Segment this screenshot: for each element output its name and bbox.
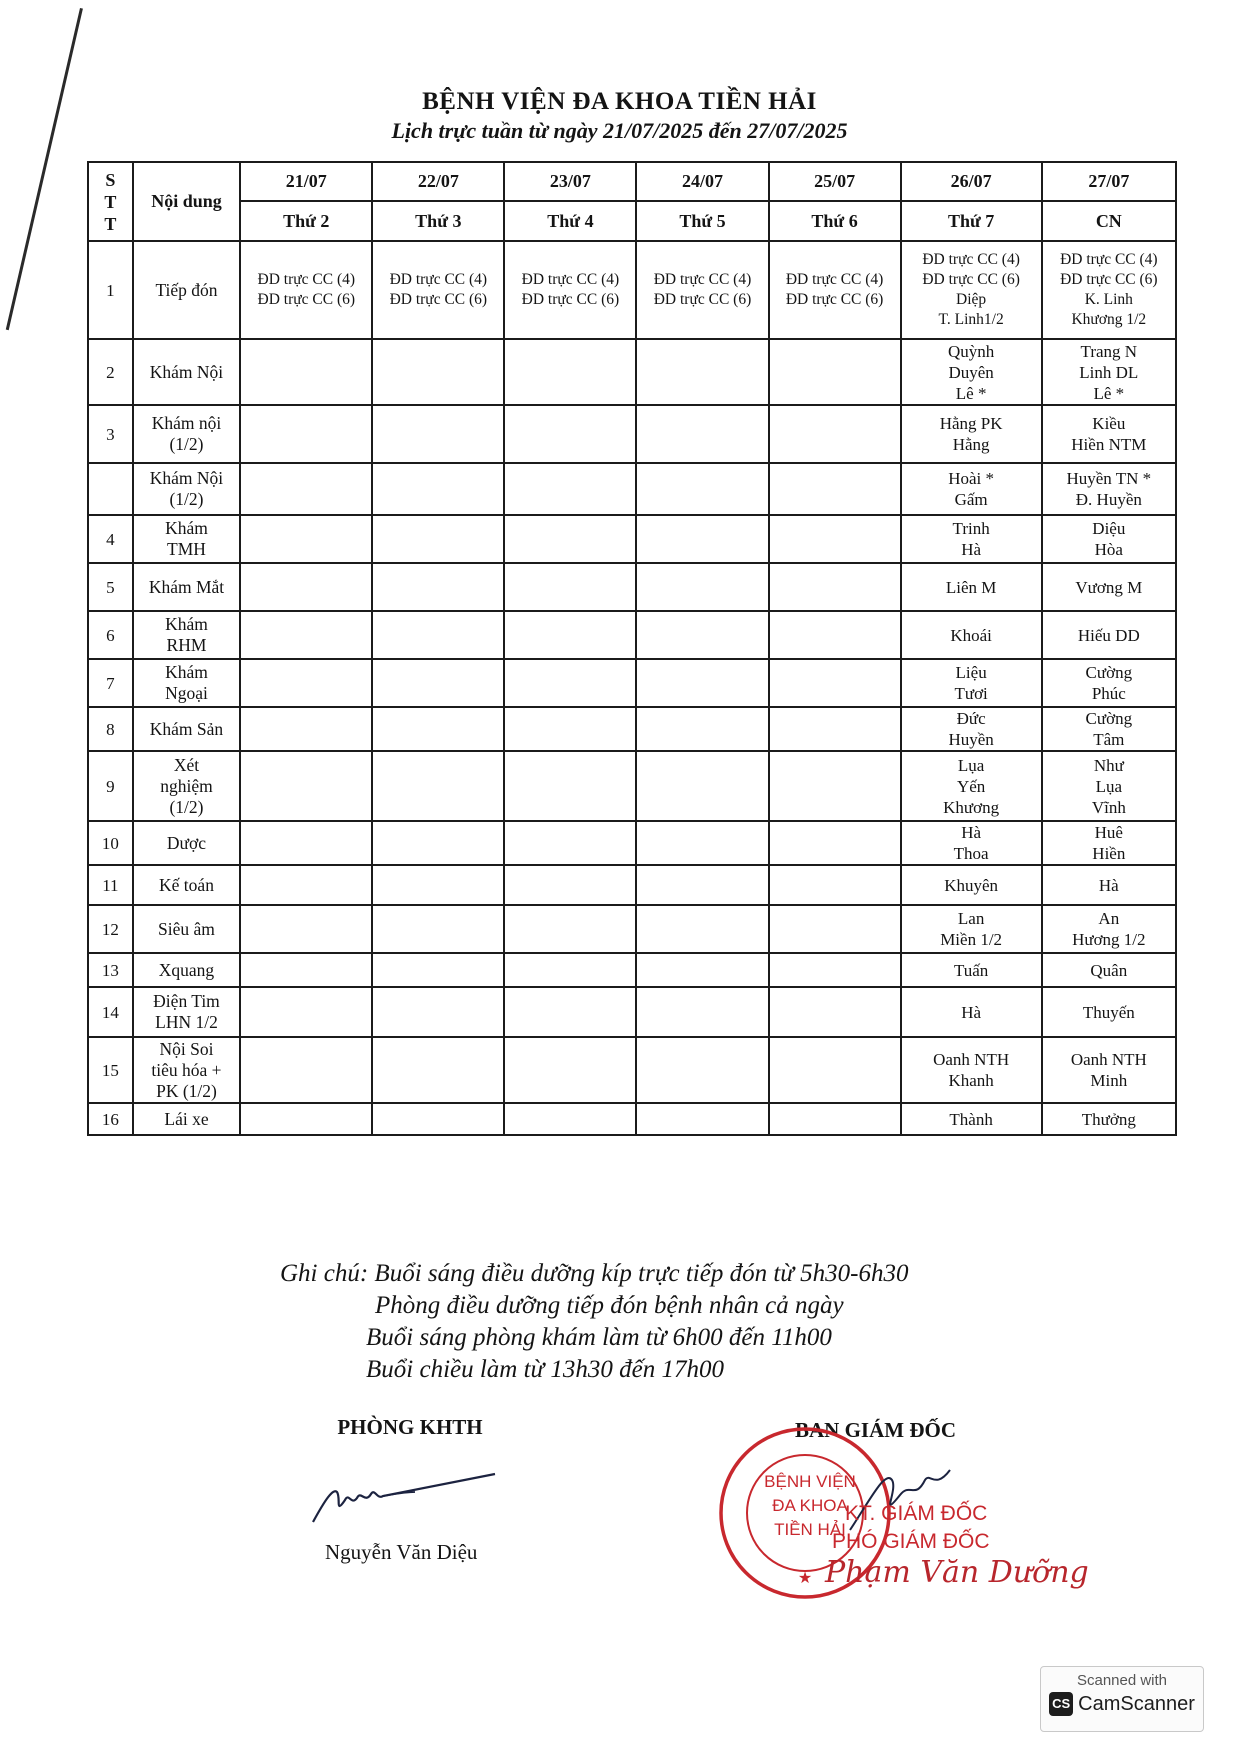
row-stt: 10 xyxy=(88,821,133,865)
deputy-director-label: PHÓ GIÁM ĐỐC xyxy=(832,1530,990,1553)
schedule-cell: Khoái xyxy=(901,611,1042,659)
schedule-cell xyxy=(636,563,768,611)
schedule-cell xyxy=(240,953,372,987)
schedule-cell xyxy=(636,905,768,953)
schedule-cell xyxy=(504,865,636,905)
schedule-cell xyxy=(240,405,372,463)
schedule-cell xyxy=(372,953,504,987)
table-row xyxy=(88,865,1176,905)
schedule-cell: Quân xyxy=(1042,953,1176,987)
header-date: 25/07 xyxy=(769,162,901,201)
table-row xyxy=(88,707,1176,751)
row-stt: 11 xyxy=(88,865,133,905)
note-line: Buổi sáng phòng khám làm từ 6h00 đến 11h00 xyxy=(366,1324,832,1351)
schedule-cell xyxy=(769,611,901,659)
schedule-cell xyxy=(769,405,901,463)
row-stt: 3 xyxy=(88,405,133,463)
row-content: Xquang xyxy=(133,953,240,987)
header-date: 23/07 xyxy=(504,162,636,201)
schedule-cell: Hằng PK Hằng xyxy=(901,405,1042,463)
schedule-cell xyxy=(636,463,768,515)
schedule-cell: Hà xyxy=(1042,865,1176,905)
schedule-cell xyxy=(636,751,768,821)
table-row xyxy=(88,1037,1176,1103)
header-stt: S T T xyxy=(88,162,133,241)
schedule-cell: Thuyến xyxy=(1042,987,1176,1037)
row-stt: 9 xyxy=(88,751,133,821)
schedule-cell xyxy=(372,905,504,953)
table-row xyxy=(88,463,1176,515)
schedule-cell xyxy=(504,611,636,659)
note-line: Buổi chiều làm từ 13h30 đến 17h00 xyxy=(366,1356,725,1383)
schedule-cell: Liên M xyxy=(901,563,1042,611)
row-content: Khám TMH xyxy=(133,515,240,563)
schedule-cell xyxy=(372,865,504,905)
header-row-dates xyxy=(88,162,1176,201)
schedule-cell: ĐD trực CC (4) ĐD trực CC (6) xyxy=(636,241,768,339)
schedule-cell xyxy=(240,1103,372,1135)
schedule-cell xyxy=(769,987,901,1037)
scan-edge-line xyxy=(6,8,83,330)
schedule-cell xyxy=(504,405,636,463)
kt-director-label: KT. GIÁM ĐỐC xyxy=(845,1502,988,1525)
row-content: Xét nghiệm (1/2) xyxy=(133,751,240,821)
row-stt: 1 xyxy=(88,241,133,339)
table-row xyxy=(88,515,1176,563)
schedule-cell xyxy=(372,707,504,751)
camscanner-badge xyxy=(1040,1666,1204,1732)
header-weekday: Thứ 6 xyxy=(769,201,901,241)
header-content: Nội dung xyxy=(133,162,240,241)
schedule-cell xyxy=(769,339,901,405)
schedule-cell xyxy=(240,563,372,611)
schedule-cell: Thưởng xyxy=(1042,1103,1176,1135)
schedule-cell xyxy=(636,405,768,463)
row-content: Điện Tim LHN 1/2 xyxy=(133,987,240,1037)
schedule-cell xyxy=(240,659,372,707)
schedule-cell: Đức Huyền xyxy=(901,707,1042,751)
schedule-cell: Vương M xyxy=(1042,563,1176,611)
schedule-cell xyxy=(769,865,901,905)
schedule-cell xyxy=(372,659,504,707)
table-row xyxy=(88,953,1176,987)
header-weekday: Thứ 4 xyxy=(504,201,636,241)
schedule-cell xyxy=(504,707,636,751)
schedule-cell: Thành xyxy=(901,1103,1042,1135)
header-weekday: Thứ 5 xyxy=(636,201,768,241)
schedule-cell xyxy=(636,1103,768,1135)
schedule-cell: ĐD trực CC (4) ĐD trực CC (6) xyxy=(240,241,372,339)
header-date: 27/07 xyxy=(1042,162,1176,201)
row-content: Tiếp đón xyxy=(133,241,240,339)
header-date: 26/07 xyxy=(901,162,1042,201)
board-title: BAN GIÁM ĐỐC xyxy=(795,1418,956,1442)
note-line: Phòng điều dưỡng tiếp đón bệnh nhân cả ngày xyxy=(375,1292,844,1319)
table-row xyxy=(88,659,1176,707)
schedule-cell xyxy=(636,1037,768,1103)
schedule-cell xyxy=(372,515,504,563)
schedule-cell xyxy=(636,987,768,1037)
schedule-cell xyxy=(769,1037,901,1103)
schedule-cell xyxy=(240,339,372,405)
row-stt: 5 xyxy=(88,563,133,611)
table-row xyxy=(88,751,1176,821)
schedule-cell xyxy=(240,611,372,659)
schedule-cell xyxy=(769,751,901,821)
header-date: 22/07 xyxy=(372,162,504,201)
table-row xyxy=(88,1103,1176,1135)
schedule-cell xyxy=(636,659,768,707)
note-line: Ghi chú: Buổi sáng điều dưỡng kíp trực tiếp đón từ 5h30-6h30 xyxy=(280,1260,909,1287)
row-stt: 2 xyxy=(88,339,133,405)
schedule-cell xyxy=(636,821,768,865)
row-content: Khám Nội xyxy=(133,339,240,405)
row-content: Dược xyxy=(133,821,240,865)
row-content: Khám Nội (1/2) xyxy=(133,463,240,515)
row-content: Khám Sản xyxy=(133,707,240,751)
schedule-cell: ĐD trực CC (4) ĐD trực CC (6) xyxy=(769,241,901,339)
table-row xyxy=(88,987,1176,1037)
schedule-cell xyxy=(372,563,504,611)
schedule-cell xyxy=(372,821,504,865)
schedule-cell xyxy=(769,463,901,515)
schedule-cell xyxy=(636,515,768,563)
schedule-cell xyxy=(372,405,504,463)
schedule-cell: An Hương 1/2 xyxy=(1042,905,1176,953)
schedule-cell: Trang N Linh DL Lê * xyxy=(1042,339,1176,405)
schedule-cell xyxy=(504,659,636,707)
schedule-cell xyxy=(372,339,504,405)
scanned-with-label: Scanned with xyxy=(1076,1672,1168,1689)
header-date: 24/07 xyxy=(636,162,768,201)
schedule-cell: Trinh Hà xyxy=(901,515,1042,563)
schedule-cell: Cường Tâm xyxy=(1042,707,1176,751)
schedule-cell: Oanh NTH Khanh xyxy=(901,1037,1042,1103)
schedule-cell: Huê Hiền xyxy=(1042,821,1176,865)
signer-name-left: Nguyễn Văn Diệu xyxy=(325,1540,478,1564)
schedule-cell xyxy=(240,515,372,563)
table-row xyxy=(88,905,1176,953)
schedule-cell: Như Lụa Vĩnh xyxy=(1042,751,1176,821)
svg-text:★: ★ xyxy=(797,1570,813,1587)
schedule-cell xyxy=(372,1037,504,1103)
camscanner-brand xyxy=(1041,1692,1203,1716)
schedule-cell xyxy=(769,821,901,865)
row-stt: 12 xyxy=(88,905,133,953)
table-row xyxy=(88,241,1176,339)
table-row xyxy=(88,339,1176,405)
schedule-cell: Lan Miền 1/2 xyxy=(901,905,1042,953)
camscanner-logo-icon: CS xyxy=(1049,1692,1073,1716)
schedule-cell: ĐD trực CC (4) ĐD trực CC (6) Diệp T. Linh1/2 xyxy=(901,241,1042,339)
schedule-cell xyxy=(504,463,636,515)
schedule-cell xyxy=(240,987,372,1037)
schedule-cell: Kiều Hiền NTM xyxy=(1042,405,1176,463)
schedule-cell xyxy=(372,751,504,821)
table-row xyxy=(88,821,1176,865)
row-stt: 13 xyxy=(88,953,133,987)
row-content: Lái xe xyxy=(133,1103,240,1135)
schedule-cell xyxy=(769,953,901,987)
row-stt: 4 xyxy=(88,515,133,563)
row-stt: 8 xyxy=(88,707,133,751)
table-row xyxy=(88,405,1176,463)
left-signature-block xyxy=(300,1415,520,1440)
header-weekday: Thứ 3 xyxy=(372,201,504,241)
schedule-cell: Khuyên xyxy=(901,865,1042,905)
schedule-cell xyxy=(504,821,636,865)
schedule-cell xyxy=(240,463,372,515)
camscanner-name: CamScanner xyxy=(1078,1692,1195,1715)
row-content: Khám nội (1/2) xyxy=(133,405,240,463)
schedule-cell xyxy=(504,1103,636,1135)
row-content: Khám Ngoại xyxy=(133,659,240,707)
schedule-cell xyxy=(240,751,372,821)
schedule-cell xyxy=(636,953,768,987)
row-content: Khám Mắt xyxy=(133,563,240,611)
schedule-cell: Hà Thoa xyxy=(901,821,1042,865)
schedule-cell xyxy=(240,707,372,751)
row-stt: 6 xyxy=(88,611,133,659)
row-content: Nội Soi tiêu hóa + PK (1/2) xyxy=(133,1037,240,1103)
schedule-cell: ĐD trực CC (4) ĐD trực CC (6) xyxy=(504,241,636,339)
schedule-cell: ĐD trực CC (4) ĐD trực CC (6) xyxy=(372,241,504,339)
schedule-cell: Hiếu DD xyxy=(1042,611,1176,659)
header-row-weekdays xyxy=(88,201,1176,241)
duty-schedule-table xyxy=(87,161,1177,1136)
header-weekday: Thứ 2 xyxy=(240,201,372,241)
schedule-cell xyxy=(504,1037,636,1103)
schedule-cell: Lụa Yến Khương xyxy=(901,751,1042,821)
row-stt: 15 xyxy=(88,1037,133,1103)
schedule-cell xyxy=(636,339,768,405)
schedule-cell: Hoài * Gấm xyxy=(901,463,1042,515)
header-date: 21/07 xyxy=(240,162,372,201)
table-row xyxy=(88,563,1176,611)
schedule-cell xyxy=(769,1103,901,1135)
row-stt: 16 xyxy=(88,1103,133,1135)
schedule-cell xyxy=(504,953,636,987)
handwritten-signature-left xyxy=(305,1470,505,1530)
department-title: PHÒNG KHTH xyxy=(337,1415,483,1439)
schedule-cell xyxy=(372,463,504,515)
schedule-cell: Huyền TN * Đ. Huyền xyxy=(1042,463,1176,515)
schedule-cell xyxy=(504,905,636,953)
schedule-cell: Quỳnh Duyên Lê * xyxy=(901,339,1042,405)
header-weekday: CN xyxy=(1042,201,1176,241)
schedule-cell xyxy=(636,865,768,905)
row-content: Kế toán xyxy=(133,865,240,905)
schedule-cell xyxy=(769,905,901,953)
schedule-subtitle: Lịch trực tuần từ ngày 21/07/2025 đến 27/07/2025 xyxy=(391,118,848,143)
stamp-line: TIỀN HẢI xyxy=(774,1520,846,1539)
schedule-cell xyxy=(240,821,372,865)
notes-block xyxy=(280,1258,908,1386)
schedule-cell xyxy=(769,515,901,563)
schedule-cell xyxy=(372,611,504,659)
table-body xyxy=(88,241,1176,1135)
schedule-cell xyxy=(372,987,504,1037)
row-content: Siêu âm xyxy=(133,905,240,953)
document-header xyxy=(0,88,1239,144)
schedule-cell xyxy=(504,987,636,1037)
director-name-signature: Phạm Văn Dưỡng xyxy=(825,1555,1089,1590)
schedule-cell: Liệu Tươi xyxy=(901,659,1042,707)
row-stt xyxy=(88,463,133,515)
table-header xyxy=(88,162,1176,241)
row-stt: 14 xyxy=(88,987,133,1037)
schedule-cell: ĐD trực CC (4) ĐD trực CC (6) K. Linh Khương 1/2 xyxy=(1042,241,1176,339)
schedule-cell xyxy=(636,611,768,659)
schedule-cell: Hà xyxy=(901,987,1042,1037)
schedule-cell: Diệu Hòa xyxy=(1042,515,1176,563)
schedule-cell: Cường Phúc xyxy=(1042,659,1176,707)
schedule-cell xyxy=(504,563,636,611)
schedule-cell xyxy=(636,707,768,751)
table-row xyxy=(88,611,1176,659)
schedule-cell xyxy=(240,865,372,905)
schedule-cell xyxy=(240,905,372,953)
row-stt: 7 xyxy=(88,659,133,707)
header-weekday: Thứ 7 xyxy=(901,201,1042,241)
row-content: Khám RHM xyxy=(133,611,240,659)
schedule-cell: Oanh NTH Minh xyxy=(1042,1037,1176,1103)
schedule-cell xyxy=(769,563,901,611)
schedule-cell xyxy=(504,339,636,405)
schedule-cell xyxy=(240,1037,372,1103)
hospital-name: BỆNH VIỆN ĐA KHOA TIỀN HẢI xyxy=(422,88,817,115)
schedule-cell: Tuấn xyxy=(901,953,1042,987)
schedule-cell xyxy=(504,751,636,821)
schedule-cell xyxy=(504,515,636,563)
schedule-cell xyxy=(769,659,901,707)
schedule-cell xyxy=(769,707,901,751)
handwritten-signature-right xyxy=(840,1460,960,1540)
schedule-cell xyxy=(372,1103,504,1135)
stamp-line: BỆNH VIỆN xyxy=(764,1472,856,1491)
stamp-line: ĐA KHOA xyxy=(772,1496,848,1515)
